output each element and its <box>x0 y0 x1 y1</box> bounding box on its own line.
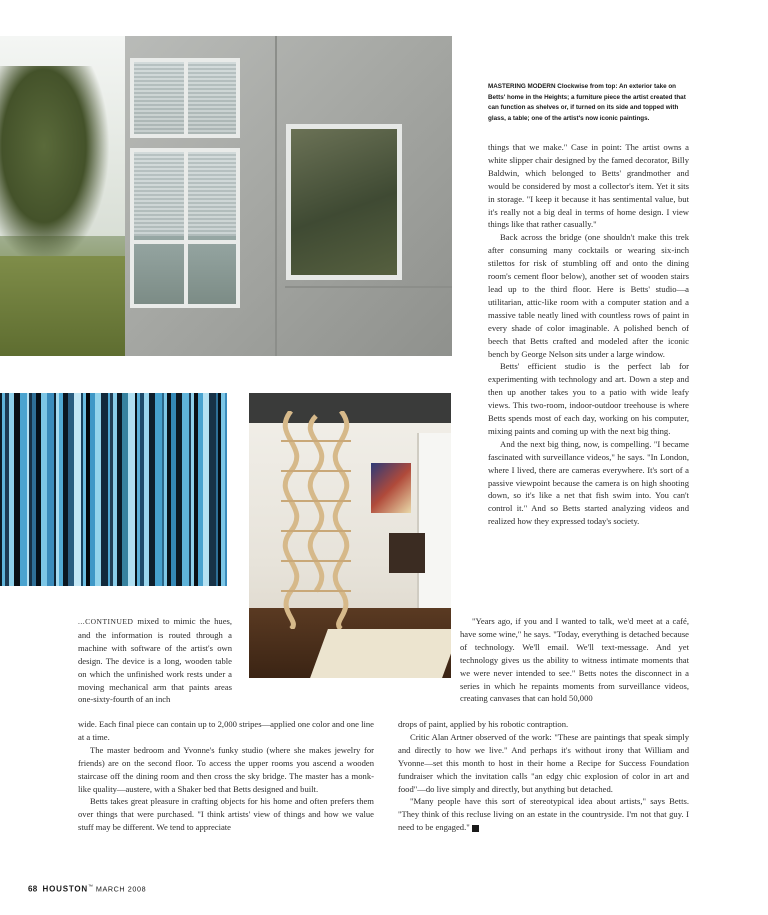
paragraph: Betts' efficient studio is the perfect lab for experimenting with technology and art. Down a step and then up another takes you to a patio with wide leafy views. This two-room, indoor-outdoor treehouse is where Betts spends most of each day, working on his computer, mixing paints and coming up with the next big thing. <box>488 361 689 436</box>
caption-title: MASTERING MODERN <box>488 83 556 90</box>
paragraph: Back across the bridge (one shouldn't make this trek after consuming many cocktails or wearing six-inch stilettos for risk of stumbling off and onto the dining room's cement floor below), another set of wooden stairs lead up to the third floor. Here is Betts' studio—a utilitarian, attic-like room with a computer station and a massive table neatly lined with countless rows of paint in every shade of color imaginable. A polished bench of beech that Betts crafted and modeled after the iconic bench by George Nelson sits under a large window. <box>488 232 689 359</box>
magazine-name: HOUSTON <box>42 884 89 894</box>
stripe <box>225 393 227 586</box>
stripe <box>128 393 135 586</box>
photo-caption <box>488 82 688 124</box>
wall-seam <box>275 36 277 356</box>
left-column-continued <box>78 615 232 706</box>
bottom-right-column <box>398 718 689 834</box>
paragraph: "Years ago, if you and I wanted to talk, we'd meet at a café, have some wine," he says. "Today, everything is detached because of technology. We'll email. We'll text-message. And yet technology gives us the ability to witness intimate moments that we were never intended to see." Betts notes the disconnect in a series in which he repaints moments from surveillance videos, creating canvases that can hold 50,000 <box>460 616 689 704</box>
paragraph: The master bedroom and Yvonne's funky studio (where she makes jewelry for friends) are on the second floor. To access the upper rooms you ascend a wooden staircase off the dining room and then cross the sky bridge. The master has a monk-like quality—austere, with a Shaker bed that Betts designed and built. <box>78 744 374 794</box>
bottom-left-column <box>78 718 374 834</box>
paragraph <box>78 615 232 706</box>
continued-text: mixed to mimic the hues, and the information is routed through a machine with software of the artist's own design. The device is a long, wooden table on which the unfinished work rests under a moving mechanical arm that paints areas one-sixty-fourth of an inch <box>78 616 232 705</box>
page-footer <box>28 884 146 894</box>
upper-window <box>130 58 240 138</box>
paragraph <box>398 795 689 834</box>
wooden-shelf-sculpture <box>271 411 361 629</box>
right-column-lower <box>460 615 689 705</box>
lower-window <box>130 148 240 308</box>
end-mark-icon: H <box>472 825 479 832</box>
stripe <box>155 393 162 586</box>
right-window <box>286 124 402 280</box>
page-number: 68 <box>28 884 38 894</box>
paragraph: Critic Alan Artner observed of the work: "These are paintings that speak simply and directly to how we live." And perhaps it's without irony that William and Yvonne—set this month to host in their home a Recipe for Success Foundation fundraiser which the invitation calls "an edgy chic explosion of color in art and food"—do live simply and directly, but anything but detached. <box>398 731 689 794</box>
tree <box>0 66 110 266</box>
house-exterior-photo <box>0 36 452 356</box>
dark-cabinet <box>389 533 425 573</box>
stripe <box>20 393 27 586</box>
stripe <box>101 393 108 586</box>
paragraph-text: "Many people have this sort of stereotypical idea about artists," says Betts. "They think of this recluse living on an estate in the countryside. I'm not that guy. I need to be engaged." <box>398 796 689 833</box>
paragraph: wide. Each final piece can contain up to 2,000 stripes—applied one color and one line at a time. <box>78 719 374 742</box>
wall-art <box>371 463 411 513</box>
doorway <box>417 433 451 623</box>
paragraph: And the next big thing, now, is compelling. "I became fascinated with surveillance videos," he says. "In London, where I lived, there are cameras everywhere. It's sort of a passive viewpoint because the camera is on high shooting down, so it's like a net that fish swim into. You can't control it." And so Betts started analyzing videos and realized how they expressed today's society. <box>488 438 689 527</box>
wall-seam <box>285 286 452 288</box>
stripe-painting <box>0 393 227 586</box>
issue-date: MARCH 2008 <box>95 884 147 894</box>
caption-text: Clockwise from top: An exterior take on Betts' home in the Heights; a furniture piece the artist created that can function as shelves or, if turned on its side and topped with glass, a table; one of the artist's now iconic paintings. <box>488 83 686 122</box>
paragraph: Betts takes great pleasure in crafting objects for his home and often prefers them over things that were purchased. "I think artists' view of things and how we value stuff may be different. We tend to appreciate <box>78 796 374 833</box>
stripe <box>74 393 81 586</box>
paragraph: drops of paint, applied by his robotic contraption. <box>398 719 569 729</box>
right-column <box>488 141 689 528</box>
interior-shelf-photo <box>249 393 451 678</box>
trademark: ™ <box>88 884 94 890</box>
table-top <box>310 629 451 678</box>
stripe <box>182 393 189 586</box>
stripe <box>47 393 54 586</box>
stripe <box>209 393 216 586</box>
continued-label: ...CONTINUED <box>78 617 134 626</box>
paragraph: things that we make." Case in point: The artist owns a white slipper chair designed by the famed decorator, Billy Baldwin, which belonged to Betts' grandmother and would be considered by most a collector's item. Yet it sits in storage. "I keep it because it has sentimental value, but it's really not a big deal in terms of home design. I view things like that rather casually." <box>488 142 689 230</box>
